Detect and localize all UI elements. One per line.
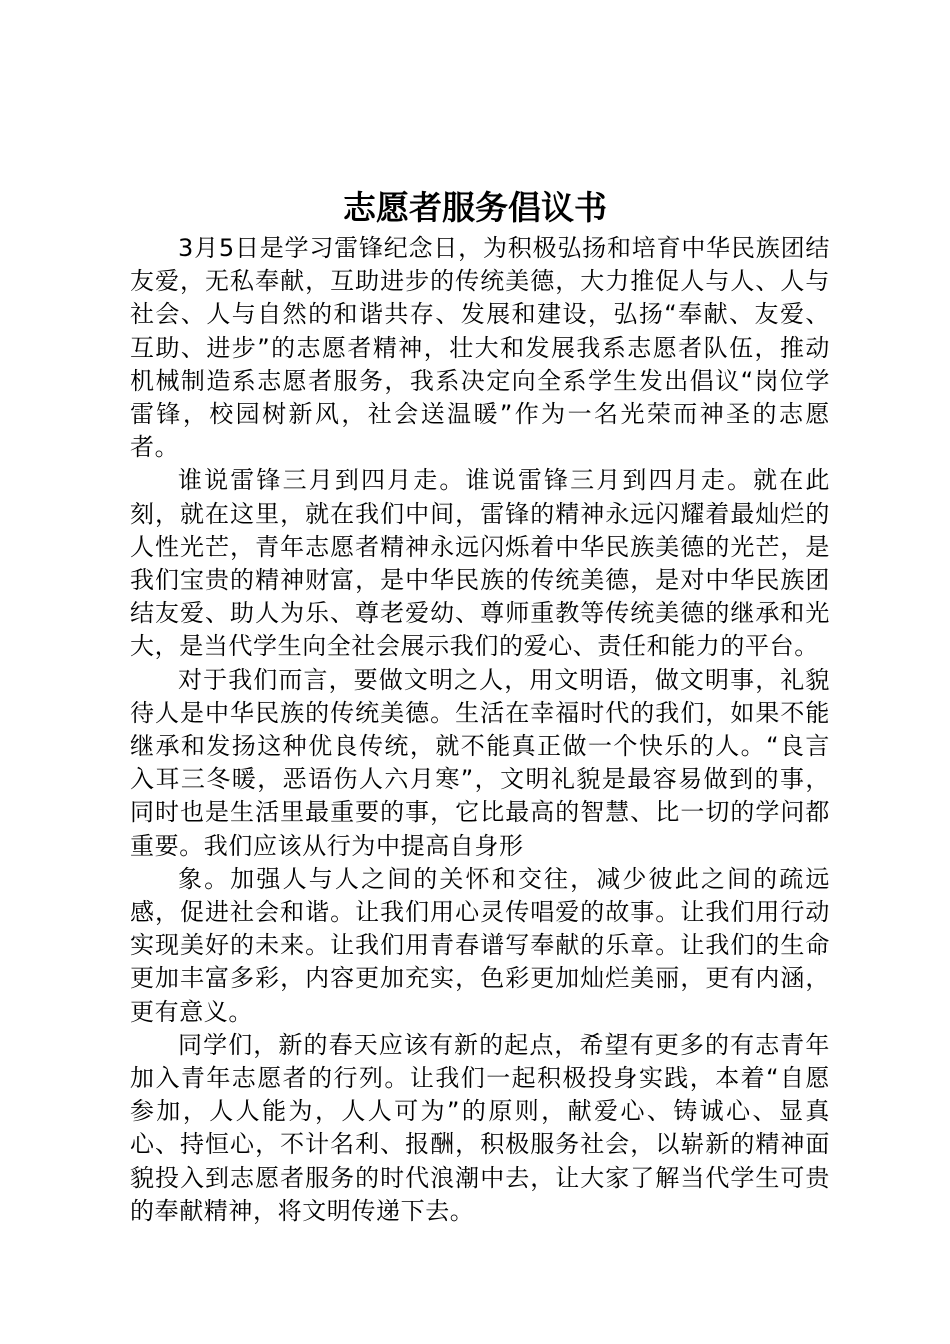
paragraph-2: 谁说雷锋三月到四月走。谁说雷锋三月到四月走。就在此刻，就在这里，就在我们中间，雷锋的精神永远闪耀着最灿烂的人性光芒，青年志愿者精神永远闪烁着中华民族美德的光芒，是我们宝贵的精神财富，是中华民族的传统美德，是对中华民族团结友爱、助人为乐、尊老爱幼、尊师重教等传统美德的继承和光大，是当代学生向全社会展示我们的爱心、责任和能力的平台。 [130,466,830,661]
document-title: 志愿者服务倡议书 [343,188,607,227]
document-body [130,232,830,1228]
paragraph-1: 3月5日是学习雷锋纪念日，为积极弘扬和培育中华民族团结友爱，无私奉献，互助进步的传统美德，大力推促人与人、人与社会、人与自然的和谐共存、发展和建设，弘扬“奉献、友爱、互助、进步”的志愿者精神，壮大和发展我系志愿者队伍，推动机械制造系志愿者服务，我系决定向全系学生发出倡议“岗位学雷锋，校园树新风，社会送温暖”作为一名光荣而神圣的志愿者。 [130,234,830,462]
paragraph-5: 同学们，新的春天应该有新的起点，希望有更多的有志青年加入青年志愿者的行列。让我们一起积极投身实践，本着“自愿参加，人人能为，人人可为”的原则，献爱心、铸诚心、显真心、持恒心，不计名利、报酬，积极服务社会，以崭新的精神面貌投入到志愿者服务的时代浪潮中去，让大家了解当代学生可贵的奉献精神，将文明传递下去。 [130,1030,830,1225]
paragraph-4: 象。加强人与人之间的关怀和交往，减少彼此之间的疏远感，促进社会和谐。让我们用心灵传唱爱的故事。让我们用行动实现美好的未来。让我们用青春谱写奉献的乐章。让我们的生命更加丰富多彩，内容更加充实，色彩更加灿烂美丽，更有内涵，更有意义。 [130,864,830,1026]
paragraph-3: 对于我们而言，要做文明之人，用文明语，做文明事，礼貌待人是中华民族的传统美德。生活在幸福时代的我们，如果不能继承和发扬这种优良传统，就不能真正做一个快乐的人。“良言入耳三冬暖，恶语伤人六月寒”，文明礼貌是最容易做到的事，同时也是生活里最重要的事，它比最高的智慧、比一切的学问都重要。我们应该从行为中提高自身形 [130,665,830,860]
